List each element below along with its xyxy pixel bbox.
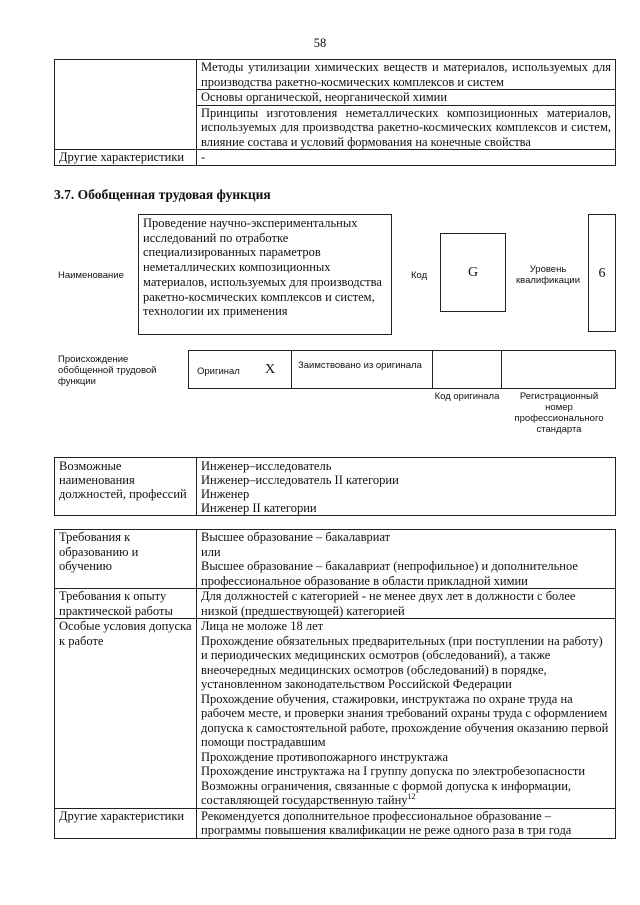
borrowed-label: Заимствовано из оригинала	[298, 360, 422, 371]
list-item: Инженер II категории	[201, 501, 317, 515]
special-line: Прохождение инструктажа на I группу допуска по электробезопасности	[201, 764, 586, 778]
special-line: Лица не моложе 18 лет	[201, 619, 324, 633]
registration-number-cell	[501, 350, 616, 389]
level-value: 6	[598, 266, 606, 281]
code-label: Код	[411, 270, 428, 281]
original-label: Оригинал	[197, 366, 240, 377]
education-line: Высшее образование – бакалавриат	[201, 530, 391, 544]
top-table-row: Методы утилизации химических веществ и материалов, используемых для производства ракетно-космических комплексов и систем	[197, 60, 616, 90]
list-item: Инженер–исследователь II категории	[201, 473, 399, 487]
function-name-box	[138, 214, 392, 335]
special-value	[197, 619, 616, 809]
requirements-table	[54, 529, 616, 839]
function-name: Проведение научно-экспериментальных исследований по отработке специализированных параметров неметаллических композиционных материалов, используемых для производства ракетно-космических комплексов и систем, технологии их применения	[143, 216, 382, 319]
special-line: Прохождение противопожарного инструктажа	[201, 749, 449, 764]
positions-label: Возможные наименования должностей, профессий	[55, 458, 197, 516]
footnote-marker: 12	[407, 791, 416, 801]
education-value	[197, 530, 616, 589]
education-line: или	[201, 544, 221, 559]
code-box	[440, 233, 506, 312]
origin-label: Происхождение обобщенной трудовой функции	[58, 354, 157, 387]
name-label: Наименование	[58, 270, 124, 281]
original-cell	[188, 350, 292, 389]
positions-list	[197, 458, 616, 516]
level-label: Уровень квалификации	[515, 264, 581, 286]
original-code-caption: Код оригинала	[434, 391, 500, 402]
special-line-text: Возможны ограничения, связанные с формой допуска к информации, составляющей государственную тайну	[201, 778, 572, 807]
top-table-row: Основы органической, неорганической химии	[197, 90, 616, 106]
list-item: Инженер–исследователь	[201, 459, 332, 473]
level-box	[588, 214, 616, 332]
education-line: Высшее образование – бакалавриат (непрофильное) и дополнительное профессиональное образование в области прикладной химии	[201, 559, 578, 588]
special-line: Прохождение обязательных предварительных (при поступлении на работу) и периодических медицинских осмотров (обследований), а также внеочередных медицинских осмотров (обследований) в порядке, установленном законодательством Российской Федерации	[201, 633, 603, 691]
education-label: Требования к образованию и обучению	[55, 530, 197, 589]
other-label: Другие характеристики	[55, 808, 197, 838]
top-other-value: -	[197, 150, 616, 166]
special-label: Особые условия допуска к работе	[55, 619, 197, 809]
section-title: 3.7. Обобщенная трудовая функция	[54, 187, 271, 202]
special-line	[201, 779, 611, 808]
experience-value: Для должностей с категорией - не менее двух лет в должности с более низкой (предшествующей) категорией	[197, 589, 616, 619]
experience-label: Требования к опыту практической работы	[55, 589, 197, 619]
registration-caption: Регистрационный номер профессионального стандарта	[514, 391, 604, 435]
code-value: G	[467, 265, 479, 280]
positions-table	[54, 457, 616, 516]
top-table-row: Принципы изготовления неметаллических композиционных материалов, используемых для производства ракетно-космических комплексов и систем, влияние состава и условий формования на конечные свойства	[197, 105, 616, 150]
page-number: 58	[313, 36, 327, 50]
original-code-cell	[432, 350, 502, 389]
other-value: Рекомендуется дополнительное профессиональное образование – программы повышения квалификации не реже одного раза в три года	[197, 808, 616, 838]
original-mark: X	[265, 362, 276, 377]
top-table-empty-cell	[55, 60, 197, 150]
top-other-label: Другие характеристики	[55, 150, 197, 166]
special-line: Прохождение обучения, стажировки, инструктажа по охране труда на рабочем месте, и проверки знания требований охраны труда с оформлением допуска к самостоятельной работе, прохождение обучения оказанию первой помощи пострадавшим	[201, 691, 609, 749]
borrowed-cell	[291, 350, 433, 389]
list-item: Инженер	[201, 487, 250, 501]
top-table	[54, 59, 616, 166]
